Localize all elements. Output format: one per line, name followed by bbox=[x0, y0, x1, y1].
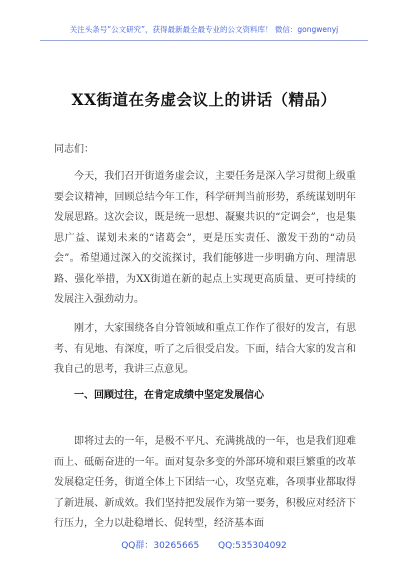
footer-qq-group: QQ群：30265665 bbox=[121, 541, 200, 551]
footer bbox=[0, 538, 408, 551]
header-divider bbox=[40, 40, 368, 41]
paragraph-3 bbox=[54, 432, 356, 535]
paragraph-1 bbox=[54, 167, 356, 311]
paragraph-text: 即将过去的一年，是极不平凡、充满挑战的一年，也是我们迎难而上、砥砺奋进的一年。面对复杂多变的外部环境和艰巨繁重的改革发展稳定任务，街道全体上下团结一心，攻坚克难，各项事业都取得了新进展、新成效。我们坚持把发展作为第一要务，积极应对经济下行压力，全力以赴稳增长、促转型，经济基本面 bbox=[54, 436, 356, 529]
paragraph-text: 刚才，大家围绕各自分管领域和重点工作作了很好的发言，有思考、有见地、有深度，听了之后很受启发。下面，结合大家的发言和我自己的思考，我讲三点意见。 bbox=[54, 323, 356, 375]
header-banner: 关注头条号“公文研究”，获得最新最全最专业的公文资料库！ 微信：gongwenyj bbox=[69, 25, 339, 34]
section-heading: 一、回顾过往，在肯定成绩中坚定发展信心 bbox=[74, 389, 264, 401]
footer-qq: QQ:535304092 bbox=[218, 541, 287, 551]
document-title: XX街道在务虚会议上的讲话（精品） bbox=[71, 90, 337, 109]
greeting bbox=[54, 140, 356, 161]
greeting-text: 同志们： bbox=[54, 144, 94, 155]
paragraph-text: 今天，我们召开街道务虚会议，主要任务是深入学习贯彻上级重要会议精神，回顾总结今年工作，科学研判当前形势，系统谋划明年发展思路。这次会议，既是统一思想、凝聚共识的“定调会”，也是集思广益、谋划未来的“诸葛会”，更是压实责任、激发干劲的“动员会”。希望通过深入的交流探讨，我们能够进一步明确方向、理清思路、强化举措，为XX街道在新的起点上实现更高质量、更可持续的发展注入强劲动力。 bbox=[54, 171, 356, 305]
paragraph-2 bbox=[54, 319, 356, 406]
